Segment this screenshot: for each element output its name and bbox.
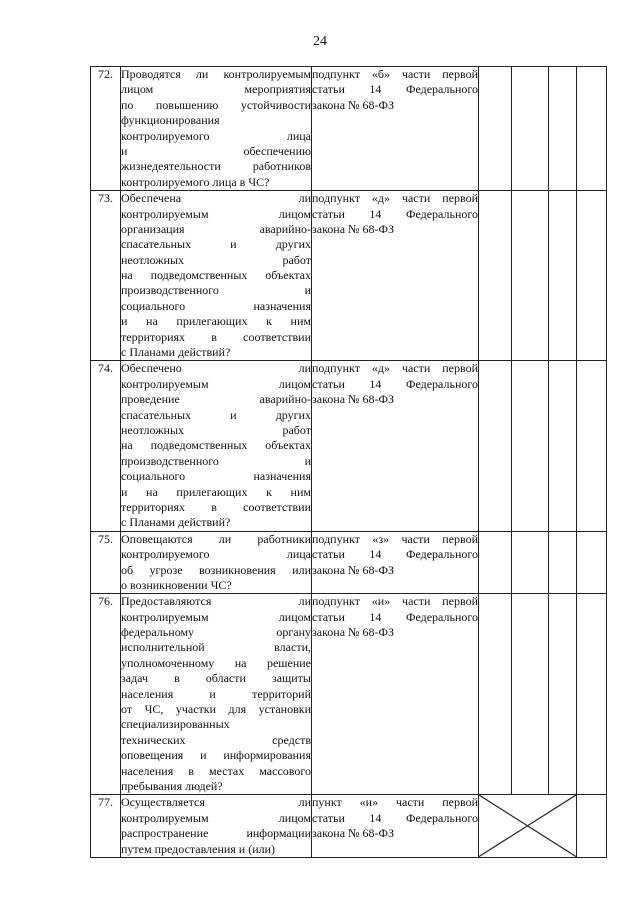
question-line: населения в местах массового (121, 763, 311, 778)
question-line: Обеспечена ли (121, 191, 311, 206)
question-line: и обеспечению (121, 143, 311, 158)
question-line: Предоставляются ли (121, 594, 311, 609)
question-line: исполнительной власти, (121, 640, 311, 655)
question-cell (121, 67, 312, 191)
crossed-out-answer-cell (479, 795, 577, 858)
reference-line: подпункт «и» части первой (312, 594, 478, 609)
reference-line: статьи 14 Федерального (312, 206, 478, 221)
question-line: контролируемым лицом (121, 376, 311, 391)
page-number: 24 (313, 34, 327, 49)
question-line: контролируемым лицом (121, 810, 311, 825)
question-line: задач в области защиты (121, 671, 311, 686)
reference-line: статьи 14 Федерального (312, 376, 478, 391)
reference-line: пункт «и» части первой (312, 795, 478, 810)
question-line: Оповещаются ли работники (121, 531, 311, 546)
question-cell (121, 191, 312, 361)
answer-cell[interactable] (479, 191, 512, 361)
question-line: спасательных и других (121, 407, 311, 422)
question-line: проведение аварийно- (121, 392, 311, 407)
row-number: 76. (91, 594, 121, 795)
question-line: социального назначения (121, 469, 311, 484)
answer-cell[interactable] (512, 531, 549, 594)
answer-cell[interactable] (479, 531, 512, 594)
reference-line: подпункт «д» части первой (312, 361, 478, 376)
row-number: 75. (91, 531, 121, 594)
question-line: организация аварийно- (121, 221, 311, 236)
answer-cell[interactable] (512, 361, 549, 531)
question-line: лицом мероприятия (121, 82, 311, 97)
row-number: 77. (91, 795, 121, 858)
table-row (91, 191, 607, 361)
checklist-table (90, 66, 607, 858)
reference-line: закона № 68-ФЗ (312, 392, 394, 407)
cross-mark-icon (479, 795, 576, 857)
answer-cell[interactable] (549, 67, 577, 191)
question-cell (121, 361, 312, 531)
reference-line: закона № 68-ФЗ (312, 562, 394, 577)
question-line: об угрозе возникновения или (121, 562, 311, 577)
reference-line: закона № 68-ФЗ (312, 97, 394, 112)
question-line: с Планами действий? (121, 515, 231, 530)
reference-line: закона № 68-ФЗ (312, 826, 394, 841)
question-line: на подведомственных объектах (121, 438, 311, 453)
question-line: населения и территорий (121, 686, 311, 701)
question-cell (121, 594, 312, 795)
question-line: специализированных (121, 717, 230, 732)
legal-reference-cell (312, 531, 479, 594)
answer-cell[interactable] (577, 361, 607, 531)
answer-cell[interactable] (577, 191, 607, 361)
table-row (91, 67, 607, 191)
question-line: от ЧС, участки для установки (121, 702, 311, 717)
reference-line: закона № 68-ФЗ (312, 221, 394, 236)
question-line: неотложных работ (121, 422, 311, 437)
question-cell (121, 795, 312, 858)
reference-line: статьи 14 Федерального (312, 810, 478, 825)
row-number: 74. (91, 361, 121, 531)
answer-cell[interactable] (577, 594, 607, 795)
question-cell (121, 531, 312, 594)
answer-cell[interactable] (549, 531, 577, 594)
question-line: территориях в соответствии (121, 499, 311, 514)
question-line: контролируемого лица в ЧС? (121, 174, 270, 189)
reference-line: статьи 14 Федерального (312, 547, 478, 562)
question-line: технических средств (121, 732, 311, 747)
question-line: федеральному органу (121, 625, 311, 640)
question-line: Проводятся ли контролируемым (121, 67, 311, 81)
question-line: жизнедеятельности работников (121, 159, 311, 174)
question-line: контролируемого лица (121, 128, 311, 143)
answer-cell[interactable] (577, 795, 607, 858)
answer-cell[interactable] (577, 531, 607, 594)
answer-cell[interactable] (549, 191, 577, 361)
answer-cell[interactable] (512, 67, 549, 191)
table-row (91, 531, 607, 594)
answer-cell[interactable] (549, 594, 577, 795)
legal-reference-cell (312, 361, 479, 531)
question-line: на подведомственных объектах (121, 268, 311, 283)
answer-cell[interactable] (479, 361, 512, 531)
question-line: производственного и (121, 283, 311, 298)
question-line: Обеспечено ли (121, 361, 311, 376)
question-line: уполномоченному на решение (121, 655, 311, 670)
question-line: и на прилегающих к ним (121, 314, 311, 329)
question-line: функционирования (121, 113, 220, 128)
question-line: по повышению устойчивости (121, 97, 311, 112)
question-line: производственного и (121, 453, 311, 468)
question-line: распространение информации (121, 826, 311, 841)
reference-line: статьи 14 Федерального (312, 82, 478, 97)
question-line: контролируемого лица (121, 547, 311, 562)
answer-cell[interactable] (512, 191, 549, 361)
reference-line: подпункт «б» части первой (312, 67, 478, 81)
table-row (91, 361, 607, 531)
question-line: пребывания людей? (121, 778, 223, 793)
question-line: социального назначения (121, 298, 311, 313)
question-line: территориях в соответствии (121, 329, 311, 344)
reference-line: закона № 68-ФЗ (312, 625, 394, 640)
question-line: с Планами действий? (121, 345, 231, 360)
row-number: 72. (91, 67, 121, 191)
legal-reference-cell (312, 67, 479, 191)
question-line: о возникновении ЧС? (121, 577, 232, 592)
question-line: контролируемым лицом (121, 206, 311, 221)
legal-reference-cell (312, 191, 479, 361)
answer-cell[interactable] (512, 594, 549, 795)
answer-cell[interactable] (577, 67, 607, 191)
question-line: Осуществляется ли (121, 795, 311, 810)
question-line: спасательных и других (121, 237, 311, 252)
answer-cell[interactable] (479, 67, 512, 191)
question-line: оповещения и информирования (121, 748, 311, 763)
legal-reference-cell (312, 594, 479, 795)
row-number: 73. (91, 191, 121, 361)
question-line: неотложных работ (121, 252, 311, 267)
reference-line: подпункт «д» части первой (312, 191, 478, 206)
table-row (91, 795, 607, 858)
question-line: путем предоставления и (или) (121, 841, 276, 856)
question-line: контролируемым лицом (121, 609, 311, 624)
question-line: и на прилегающих к ним (121, 484, 311, 499)
legal-reference-cell (312, 795, 479, 858)
reference-line: подпункт «з» части первой (312, 531, 478, 546)
reference-line: статьи 14 Федерального (312, 609, 478, 624)
table-row (91, 594, 607, 795)
answer-cell[interactable] (479, 594, 512, 795)
answer-cell[interactable] (549, 361, 577, 531)
